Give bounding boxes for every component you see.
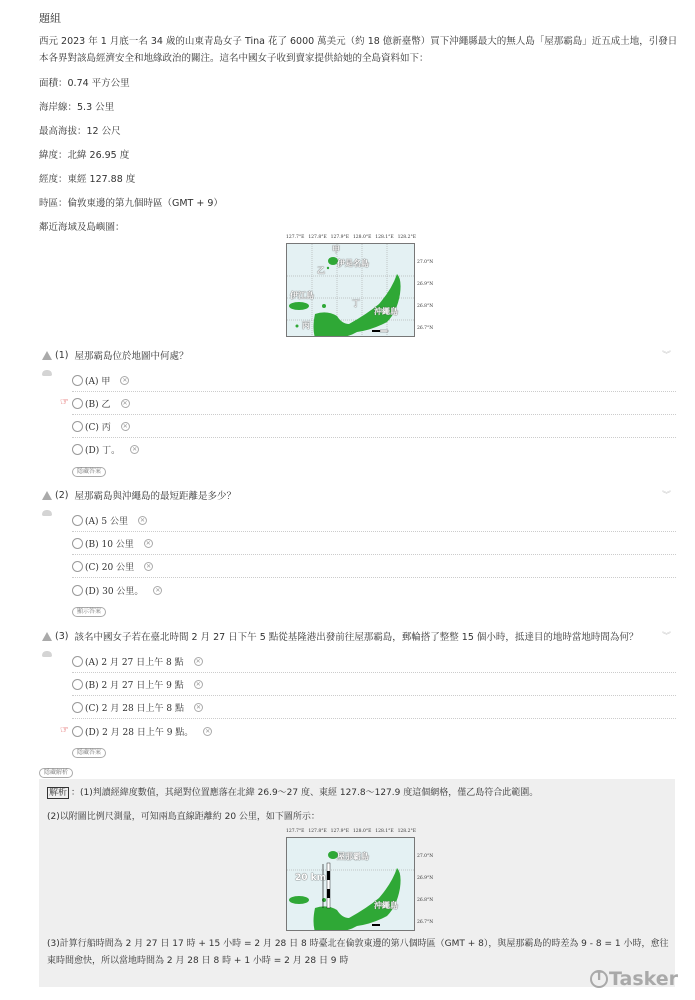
chevron-down-icon[interactable]: ︾	[661, 350, 670, 359]
hide-answer-button[interactable]: 隱藏答案	[72, 467, 106, 477]
option-1d[interactable]: (D) 丁。 ✕	[72, 438, 676, 461]
question-text: 該名中國女子若在臺北時間 2 月 27 日下午 5 點從基隆港出發前往屋那霸島，郵輪搭了整整 15 個小時，抵達目的地時當地時間為何？	[74, 632, 639, 643]
label-ie: 伊江島	[290, 291, 314, 300]
warning-icon	[42, 632, 52, 641]
island-map	[281, 235, 436, 338]
eliminate-icon[interactable]: ✕	[155, 587, 161, 594]
watermark: T Tasker	[590, 968, 678, 990]
chevron-down-icon[interactable]: ︾	[661, 631, 670, 640]
map-canvas	[286, 243, 415, 337]
option-2a[interactable]: (A) 5 公里 ✕	[72, 509, 676, 532]
hide-answer-button[interactable]: 隱藏答案	[72, 748, 106, 758]
eliminate-icon[interactable]: ✕	[145, 539, 151, 547]
radio-button[interactable]	[72, 585, 83, 596]
fact-coastline: 海岸線：5.3 公里	[39, 102, 115, 113]
favorite-icon[interactable]	[42, 651, 52, 657]
eliminate-icon[interactable]: ✕	[122, 399, 128, 407]
show-answer-button[interactable]: 顯示答案	[72, 607, 106, 617]
analysis-line-1: 解析 ：(1)判讀經緯度數值，其絕對位置應落在北緯 26.9～27 度、東經 127.8～127.9 度這個網格，僅乙島符合此範圍。	[49, 788, 539, 798]
question-3-header	[42, 629, 682, 643]
map-canvas	[286, 837, 415, 931]
question-number: (3)	[55, 630, 69, 642]
option-2b[interactable]: (B) 10 公里 ✕	[72, 532, 676, 555]
radio-button[interactable]	[72, 444, 83, 455]
longitude-ticks: 127.7°E 127.8°E 127.9°E 128.0°E 128.1°E 128.2°E	[286, 235, 416, 240]
analysis-line-2: (2)以附圖比例尺測量，可知兩島直線距離約 20 公里，如下圖所示：	[47, 812, 320, 822]
favorite-icon[interactable]	[42, 510, 52, 516]
label-island: 屋那霸島	[337, 852, 369, 861]
warning-icon	[42, 351, 52, 360]
fact-latitude: 緯度：北緯 26.95 度	[39, 150, 130, 161]
warning-icon	[42, 491, 52, 500]
radio-button[interactable]	[72, 679, 83, 690]
label-distance: 20 km	[295, 873, 327, 883]
radio-button[interactable]	[72, 656, 83, 667]
question-1-header	[42, 348, 682, 362]
option-3b[interactable]: (B) 2 月 27 日上午 9 點 ✕	[72, 673, 676, 696]
longitude-ticks: 127.7°E 127.8°E 127.9°E 128.0°E 128.1°E 128.2°E	[286, 829, 416, 834]
radio-button[interactable]	[72, 702, 83, 713]
favorite-icon[interactable]	[42, 370, 52, 376]
fact-longitude: 經度：東經 127.88 度	[39, 174, 136, 185]
option-1a[interactable]: (A) 甲 ✕	[72, 369, 676, 392]
option-2d[interactable]: (D) 30 公里。 ✕	[72, 579, 676, 602]
option-3a[interactable]: (A) 2 月 27 日上午 8 點 ✕	[72, 650, 676, 673]
option-2c[interactable]: (C) 20 公里 ✕	[72, 555, 676, 578]
option-1b[interactable]: (B) 乙 ✕	[72, 392, 676, 415]
eliminate-icon[interactable]: ✕	[195, 680, 201, 688]
label-jia: 甲	[332, 245, 340, 254]
eliminate-icon[interactable]: ✕	[195, 657, 201, 665]
label-okinawa: 沖繩島	[374, 901, 398, 910]
option-3c[interactable]: (C) 2 月 28 日上午 8 點 ✕	[72, 696, 676, 719]
eliminate-icon[interactable]: ✕	[132, 446, 138, 453]
eliminate-icon[interactable]: ✕	[205, 728, 211, 735]
radio-button[interactable]	[72, 421, 83, 432]
fact-area: 面積：0.74 平方公里	[39, 78, 130, 89]
question-text: 屋那霸島位於地圖中何處？	[74, 351, 189, 362]
label-yi: 乙	[317, 266, 325, 275]
analysis-tag: 解析	[49, 788, 68, 798]
distance-map	[281, 829, 436, 932]
radio-button[interactable]	[72, 515, 83, 526]
radio-button[interactable]	[72, 561, 83, 572]
analysis-panel	[39, 779, 675, 987]
radio-button[interactable]	[72, 726, 83, 737]
question-number: (1)	[55, 349, 69, 361]
label-okinawa: 沖繩島	[374, 307, 398, 316]
option-3d[interactable]: (D) 2 月 28 日上午 9 點。 ✕	[72, 720, 676, 743]
radio-button[interactable]	[72, 375, 83, 386]
intro-paragraph: 西元 2023 年 1 月底一名 34 歲的山東青島女子 Tina 花了 6000 萬美元（約 18 億新臺幣）買下沖繩縣最大的無人島「屋那霸島」近五成土地，引發日本各界對該島經濟安全和地緣政治的關注。這名中國女子收到賣家提供給她的全島資料如下：	[39, 36, 678, 64]
question-text: 屋那霸島與沖繩島的最短距離是多少？	[74, 491, 236, 502]
radio-button[interactable]	[72, 398, 83, 409]
latitude-ticks: 27.0°N 26.9°N 26.8°N 26.7°N	[417, 260, 434, 331]
question-2-header	[42, 488, 682, 502]
eliminate-icon[interactable]: ✕	[195, 703, 201, 711]
eliminate-icon[interactable]: ✕	[122, 422, 128, 430]
latitude-ticks: 27.0°N 26.9°N 26.8°N 26.7°N	[417, 854, 434, 925]
fact-elevation: 最高海拔：12 公尺	[39, 126, 121, 137]
eliminate-icon[interactable]: ✕	[139, 516, 145, 524]
eliminate-icon[interactable]: ✕	[122, 376, 128, 384]
label-izena: 伊是名島	[337, 259, 369, 268]
hide-analysis-button[interactable]: 隱藏解析	[39, 768, 73, 778]
chevron-down-icon[interactable]: ︾	[661, 490, 670, 499]
analysis-line-3: (3)計算行船時間為 2 月 27 日 17 時 + 15 小時 = 2 月 28 日 8 時臺北在倫敦東邊的第八個時區（GMT + 8），與屋那霸島的時差為 9 - 8 = 1 小時，愈往東時間愈快，所以當地時間為 2 月 28 日 8 時 + 1 小時 = 2 月 28 日 9 時	[47, 939, 669, 966]
question-number: (2)	[55, 489, 69, 501]
answer-pointer-icon: ☞	[60, 725, 69, 736]
fact-map-caption: 鄰近海域及島嶼圖：	[39, 222, 125, 233]
fact-timezone: 時區：倫敦東邊的第九個時區（GMT + 9）	[39, 198, 223, 209]
page-title: 題組	[39, 12, 61, 25]
answer-pointer-icon: ☞	[60, 397, 69, 408]
tasker-logo-icon	[590, 970, 608, 988]
eliminate-icon[interactable]: ✕	[146, 562, 152, 570]
option-1c[interactable]: (C) 丙 ✕	[72, 415, 676, 438]
radio-button[interactable]	[72, 538, 83, 549]
label-bing: 丙	[302, 321, 310, 330]
label-ding: 丁	[352, 299, 360, 308]
